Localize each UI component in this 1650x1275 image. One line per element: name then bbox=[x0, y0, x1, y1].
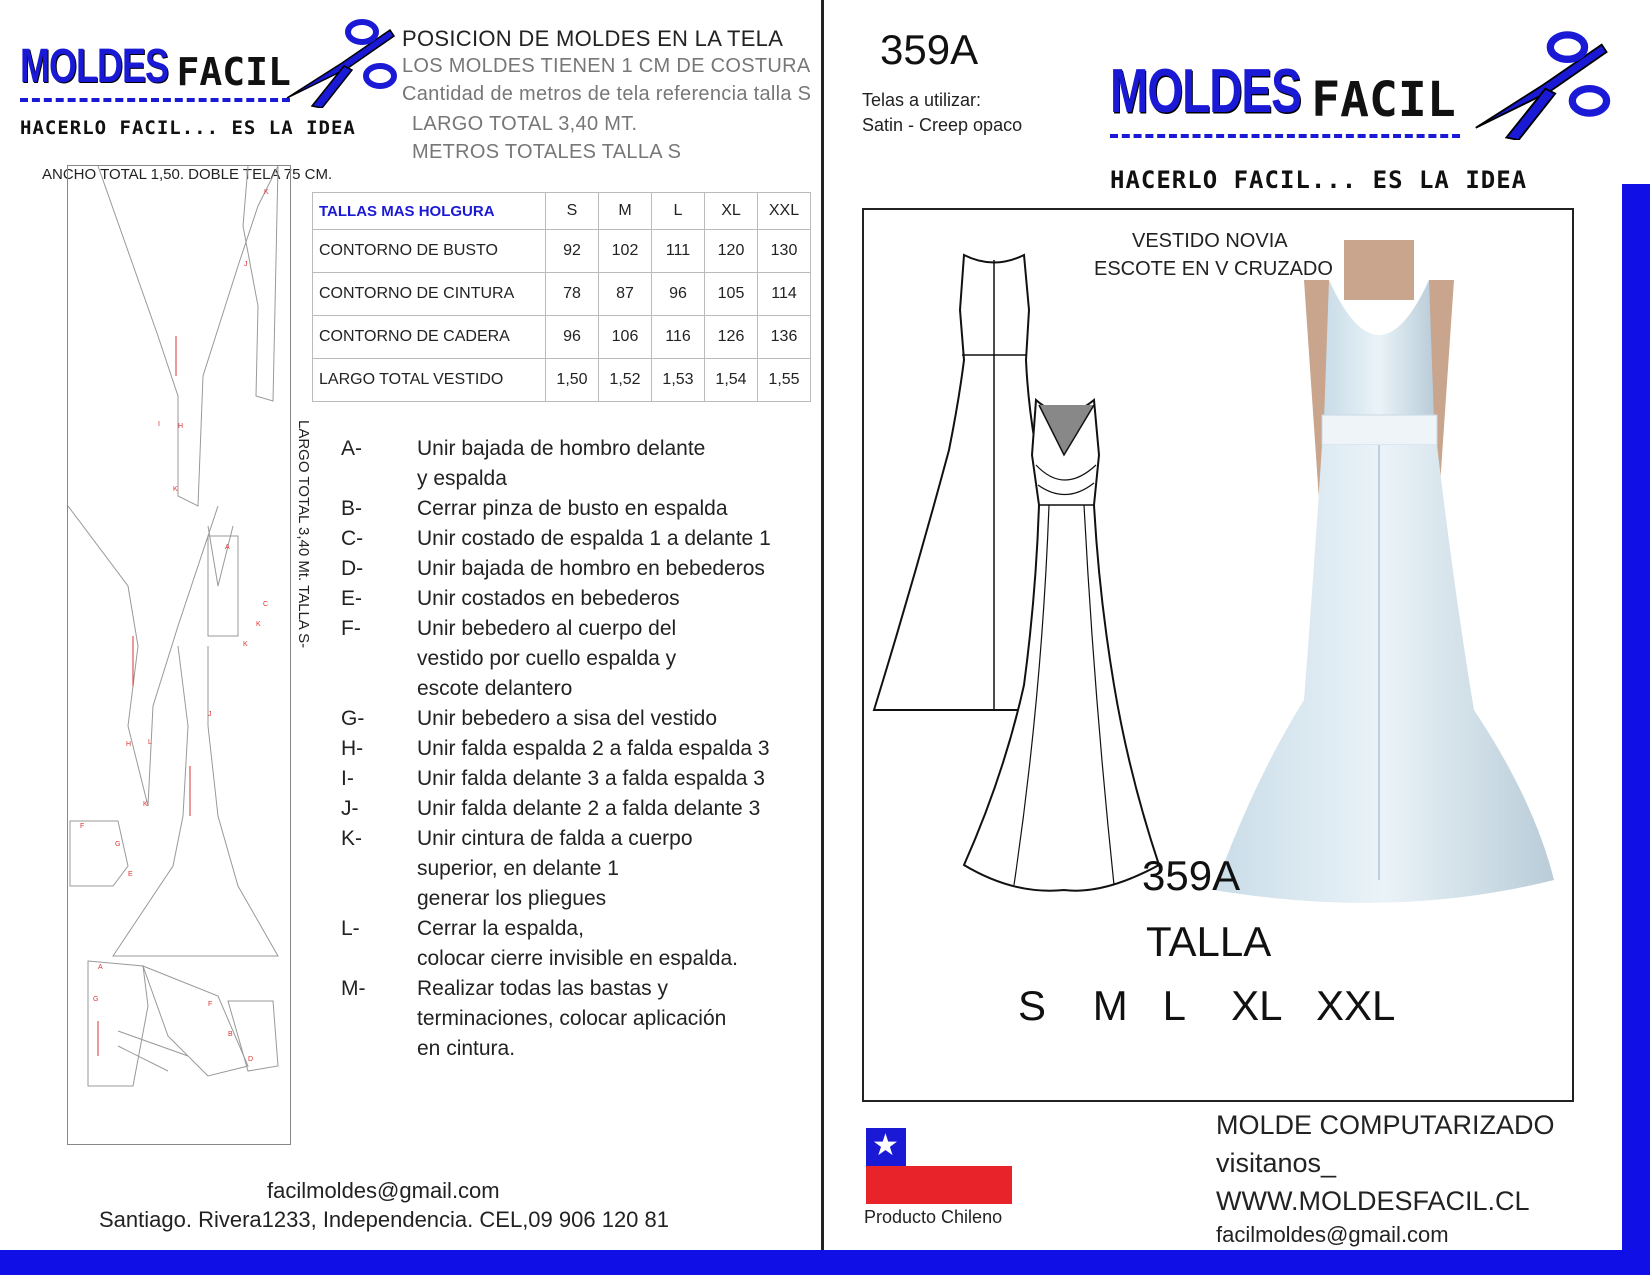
instruction-item bbox=[341, 734, 771, 764]
table-header-cell: XL bbox=[705, 193, 758, 230]
instruction-text: Unir bebedero a sisa del vestido bbox=[417, 707, 718, 730]
table-cell: 116 bbox=[652, 316, 705, 359]
table-cell: 1,50 bbox=[546, 359, 599, 402]
table-cell: 78 bbox=[546, 273, 599, 316]
table-row bbox=[313, 273, 811, 316]
svg-text:K: K bbox=[243, 641, 248, 648]
brand-word-facil: FACIL bbox=[176, 50, 291, 94]
flag-white bbox=[906, 1128, 1012, 1166]
left-line-3: LARGO TOTAL 3,40 MT. bbox=[412, 113, 638, 135]
instruction-text: colocar cierre invisible en espalda. bbox=[417, 947, 738, 970]
instruction-key bbox=[341, 854, 417, 884]
instruction-key: L- bbox=[341, 917, 360, 940]
instruction-text: escote delantero bbox=[417, 677, 573, 700]
svg-text:A: A bbox=[98, 964, 103, 971]
table-cell: 1,55 bbox=[758, 359, 811, 402]
brand-dashed-rule bbox=[1110, 134, 1460, 138]
brand-dashed-rule bbox=[20, 98, 290, 102]
table-row bbox=[313, 230, 811, 273]
table-cell: 1,52 bbox=[599, 359, 652, 402]
telas-value: Satin - Creep opaco bbox=[862, 115, 1023, 135]
table-cell: 1,53 bbox=[652, 359, 705, 402]
dress-title-1: VESTIDO NOVIA bbox=[1132, 230, 1288, 252]
instruction-key: E- bbox=[341, 587, 362, 610]
instruction-key bbox=[341, 884, 417, 914]
instruction-text: Unir falda delante 3 a falda espalda 3 bbox=[417, 767, 765, 790]
table-cell: 87 bbox=[599, 273, 652, 316]
brand-tagline-right: HACERLO FACIL... ES LA IDEA bbox=[1110, 166, 1528, 194]
table-header-cell: XXL bbox=[758, 193, 811, 230]
dress-title-2: ESCOTE EN V CRUZADO bbox=[1094, 258, 1333, 280]
talla-label: TALLA bbox=[1146, 918, 1272, 965]
flag-caption: Producto Chileno bbox=[864, 1207, 1003, 1227]
brand-logo-right bbox=[1110, 55, 1456, 128]
instruction-text: terminaciones, colocar aplicación bbox=[417, 1007, 727, 1030]
instruction-text: y espalda bbox=[417, 467, 507, 490]
table-row bbox=[313, 316, 811, 359]
pattern-pieces-drawing bbox=[68, 166, 290, 1144]
molde-label: MOLDE COMPUTARIZADO bbox=[1216, 1110, 1555, 1140]
table-header-cell: S bbox=[546, 193, 599, 230]
brand-word-facil: FACIL bbox=[1311, 72, 1456, 128]
bottom-accent-bar bbox=[0, 1250, 1650, 1275]
instruction-text: Unir bajada de hombro delante bbox=[417, 437, 706, 460]
flag-red bbox=[866, 1166, 1012, 1204]
svg-text:H: H bbox=[126, 741, 132, 748]
instruction-item bbox=[341, 644, 771, 674]
left-line-1: LOS MOLDES TIENEN 1 CM DE COSTURA bbox=[402, 55, 811, 77]
instruction-text: superior, en delante 1 bbox=[417, 857, 619, 880]
instruction-key bbox=[341, 644, 417, 674]
instruction-text: Unir bebedero al cuerpo del bbox=[417, 617, 677, 640]
instruction-item bbox=[341, 434, 771, 464]
table-header-cell: TALLAS MAS HOLGURA bbox=[313, 193, 546, 230]
table-cell: 96 bbox=[652, 273, 705, 316]
table-cell: CONTORNO DE CINTURA bbox=[313, 273, 546, 316]
svg-text:J: J bbox=[244, 261, 248, 268]
instruction-key: A- bbox=[341, 437, 362, 460]
table-cell: 136 bbox=[758, 316, 811, 359]
table-cell: 92 bbox=[546, 230, 599, 273]
instruction-item bbox=[341, 764, 771, 794]
instruction-text: Unir falda espalda 2 a falda espalda 3 bbox=[417, 737, 770, 760]
dress-sketch-front bbox=[944, 395, 1174, 915]
instruction-key bbox=[341, 1034, 417, 1064]
left-address: Santiago. Rivera1233, Independencia. CEL,09 906 120 81 bbox=[99, 1207, 669, 1232]
visitanos: visitanos_ bbox=[1216, 1148, 1337, 1178]
instruction-item bbox=[341, 614, 771, 644]
instruction-item bbox=[341, 1004, 771, 1034]
table-header-row bbox=[313, 193, 811, 230]
instruction-item bbox=[341, 854, 771, 884]
left-line-4: METROS TOTALES TALLA S bbox=[412, 141, 682, 163]
brand-logo-left bbox=[20, 37, 291, 94]
instruction-key: K- bbox=[341, 827, 362, 850]
instruction-item bbox=[341, 554, 771, 584]
instruction-key: C- bbox=[341, 527, 364, 550]
instruction-text: Cerrar pinza de busto en espalda bbox=[417, 497, 728, 520]
instruction-item bbox=[341, 1034, 771, 1064]
instruction-text: Unir cintura de falda a cuerpo bbox=[417, 827, 693, 850]
size-table bbox=[312, 192, 811, 402]
svg-text:K: K bbox=[143, 801, 148, 808]
instruction-text: Realizar todas las bastas y bbox=[417, 977, 668, 1000]
pattern-layout bbox=[67, 165, 291, 1145]
instruction-item bbox=[341, 914, 771, 944]
instruction-item bbox=[341, 674, 771, 704]
scissors-icon bbox=[282, 18, 402, 108]
table-row bbox=[313, 359, 811, 402]
svg-text:K: K bbox=[173, 486, 178, 493]
chile-flag bbox=[866, 1128, 1012, 1204]
table-cell: CONTORNO DE CADERA bbox=[313, 316, 546, 359]
page-divider bbox=[821, 0, 824, 1250]
website-link[interactable]: WWW.MOLDESFACIL.CL bbox=[1216, 1186, 1530, 1216]
left-title: POSICION DE MOLDES EN LA TELA bbox=[402, 26, 784, 51]
instruction-text: Unir falda delante 2 a falda delante 3 bbox=[417, 797, 761, 820]
table-cell: 106 bbox=[599, 316, 652, 359]
instruction-text: Cerrar la espalda, bbox=[417, 917, 584, 940]
svg-text:H: H bbox=[178, 423, 184, 430]
instruction-text: Unir costados en bebederos bbox=[417, 587, 680, 610]
instruction-key: M- bbox=[341, 977, 366, 1000]
svg-text:C: C bbox=[263, 601, 269, 608]
table-cell: 96 bbox=[546, 316, 599, 359]
table-cell: 111 bbox=[652, 230, 705, 273]
instruction-text: Unir bajada de hombro en bebederos bbox=[417, 557, 765, 580]
svg-text:K: K bbox=[256, 621, 261, 628]
big-code: 359A bbox=[1142, 852, 1241, 899]
instruction-item bbox=[341, 974, 771, 1004]
instruction-item bbox=[341, 464, 771, 494]
svg-text:L: L bbox=[148, 739, 152, 746]
svg-text:K: K bbox=[264, 189, 269, 196]
instruction-item bbox=[341, 884, 771, 914]
svg-text:F: F bbox=[80, 823, 85, 830]
instruction-item bbox=[341, 794, 771, 824]
instruction-key bbox=[341, 1004, 417, 1034]
ancho-total: ANCHO TOTAL 1,50. DOBLE TELA 75 CM. bbox=[42, 166, 333, 183]
instruction-item bbox=[341, 494, 771, 524]
product-frame bbox=[862, 208, 1574, 1102]
brand-word-moldes: MOLDES bbox=[20, 37, 169, 93]
brand-word-moldes: MOLDES bbox=[1110, 55, 1301, 126]
svg-text:G: G bbox=[115, 841, 121, 848]
instruction-key bbox=[341, 464, 417, 494]
instruction-key: J- bbox=[341, 797, 359, 820]
table-cell: 126 bbox=[705, 316, 758, 359]
instruction-text: en cintura. bbox=[417, 1037, 516, 1060]
telas-label: Telas a utilizar: bbox=[862, 90, 982, 110]
dress-photo bbox=[1194, 240, 1564, 920]
sizes-list: S M L XL XXL bbox=[1018, 982, 1396, 1029]
instruction-item bbox=[341, 824, 771, 854]
star-icon: ★ bbox=[872, 1129, 899, 1162]
pattern-code: 359A bbox=[880, 26, 979, 73]
instruction-key bbox=[341, 944, 417, 974]
table-cell: 105 bbox=[705, 273, 758, 316]
instruction-item bbox=[341, 584, 771, 614]
instruction-key: B- bbox=[341, 497, 362, 520]
table-cell: 102 bbox=[599, 230, 652, 273]
svg-text:A: A bbox=[225, 544, 230, 551]
instruction-key: I- bbox=[341, 767, 354, 790]
instruction-text: vestido por cuello espalda y bbox=[417, 647, 677, 670]
table-header-cell: M bbox=[599, 193, 652, 230]
svg-text:E: E bbox=[128, 871, 133, 878]
instruction-item bbox=[341, 524, 771, 554]
right-email[interactable]: facilmoldes@gmail.com bbox=[1216, 1222, 1449, 1247]
table-cell: LARGO TOTAL VESTIDO bbox=[313, 359, 546, 402]
table-cell: 120 bbox=[705, 230, 758, 273]
instruction-list bbox=[341, 434, 771, 1064]
svg-text:G: G bbox=[93, 996, 99, 1003]
instruction-key: F- bbox=[341, 617, 361, 640]
largo-vertical: LARGO TOTAL 3,40 Mt. TALLA S- bbox=[295, 420, 312, 649]
instruction-text: generar los pliegues bbox=[417, 887, 607, 910]
left-line-2: Cantidad de metros de tela referencia talla S bbox=[402, 83, 812, 105]
scissors-icon bbox=[1468, 30, 1618, 140]
right-accent-bar bbox=[1622, 184, 1650, 1250]
instruction-key bbox=[341, 674, 417, 704]
left-email: facilmoldes@gmail.com bbox=[267, 1178, 500, 1203]
instruction-key: D- bbox=[341, 557, 364, 580]
svg-text:F: F bbox=[208, 1001, 213, 1008]
svg-text:I: I bbox=[158, 421, 160, 428]
table-cell: 114 bbox=[758, 273, 811, 316]
table-cell: 1,54 bbox=[705, 359, 758, 402]
brand-tagline-left: HACERLO FACIL... ES LA IDEA bbox=[20, 117, 356, 139]
table-cell: CONTORNO DE BUSTO bbox=[313, 230, 546, 273]
instruction-key: H- bbox=[341, 737, 364, 760]
svg-text:D: D bbox=[248, 1056, 254, 1063]
instruction-item bbox=[341, 944, 771, 974]
instruction-text: Unir costado de espalda 1 a delante 1 bbox=[417, 527, 771, 550]
table-cell: 130 bbox=[758, 230, 811, 273]
instruction-item bbox=[341, 704, 771, 734]
table-header-cell: L bbox=[652, 193, 705, 230]
instruction-key: G- bbox=[341, 707, 365, 730]
svg-text:B: B bbox=[228, 1031, 233, 1038]
svg-text:J: J bbox=[208, 711, 212, 718]
